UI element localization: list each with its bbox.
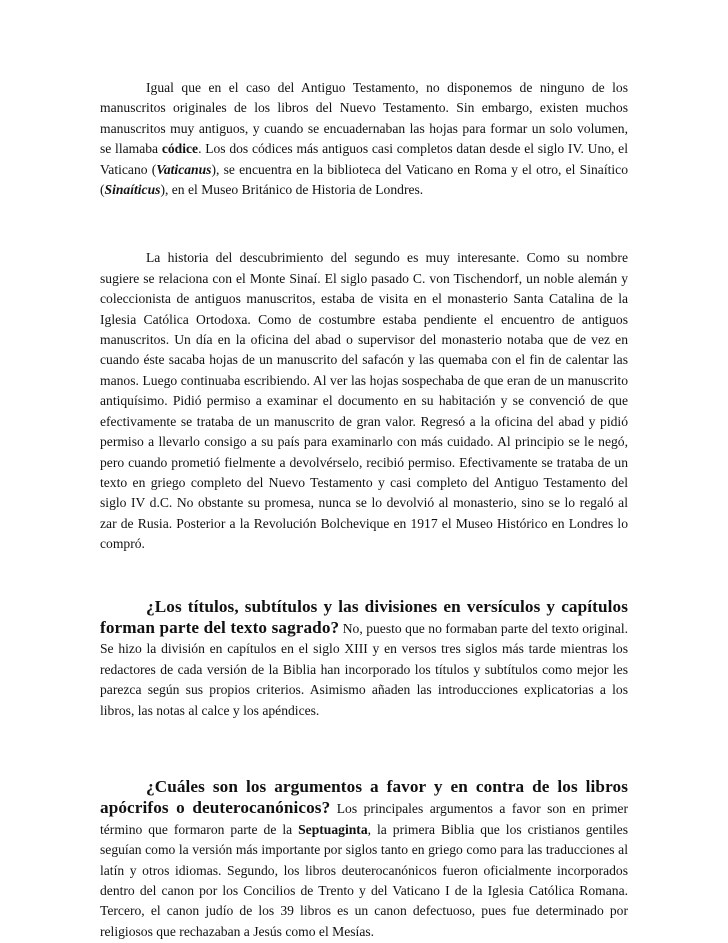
paragraph-titles-divisions [100, 597, 628, 721]
question-heading-titles: ¿Los títulos, subtítulos y las divisiones en versículos y capítulos forman parte del texto sagrado? [100, 596, 628, 637]
term-vaticanus: Vaticanus [156, 161, 212, 177]
paragraph-text: . Los dos códices más antiguos casi completos datan desde el siglo IV. Uno, el Vaticano ( [100, 141, 628, 177]
paragraph-text: No, puesto que no formaban parte del texto original. Se hizo la división en capítulos en el siglo XIII y en versos tres siglos más tarde mientras los redactores de cada versión de la Biblia han incorporado los títulos y subtítulos como mejor les parezca según sus propios criterios. Asimismo añaden las introducciones explicatorias a los libros, las notas al calce y los apéndices. [100, 620, 628, 718]
paragraph-text: , la primera Biblia que los cristianos gentiles seguían como la versión más importante por siglos tanto en griego como para las traducciones al latín y otros idiomas. Segundo, los libros deuterocanónicos fueron oficialmente incorporados dentro del canon por los Concilios de Trento y del Vaticano I de la Iglesia Católica Romana. Tercero, el canon judío de los 39 libros es un canon defectuoso, pues fue determinado por religiosos que rechazaban a Jesús como el Mesías. [100, 821, 628, 939]
paragraph-codices [100, 78, 628, 200]
term-sinaiticus: Sinaíticus [104, 182, 161, 198]
paragraph-text: ), en el Museo Británico de Historia de Londres. [160, 182, 424, 198]
paragraph-apocrypha [100, 777, 628, 942]
term-septuaginta: Septuaginta [298, 821, 368, 837]
paragraph-text: Los principales argumentos a favor son en primer término que formaron parte de la [100, 801, 628, 837]
question-heading-apocrypha: ¿Cuáles son los argumentos a favor y en contra de los libros apócrifos o deuterocanónicos? [100, 776, 628, 818]
document-page [100, 78, 628, 942]
paragraph-text: Igual que en el caso del Antiguo Testamento, no disponemos de ninguno de los manuscritos originales de los libros del Nuevo Testamento. Sin embargo, existen muchos manuscritos muy antiguos, y cuando se encuadernaban las hojas para formar un solo volumen, se llamaba [100, 80, 628, 157]
paragraph-discovery-story: La historia del descubrimiento del segundo es muy interesante. Como su nombre sugiere se relaciona con el Monte Sinaí. El siglo pasado C. von Tischendorf, un noble alemán y coleccionista de antiguos manuscritos, estaba de visita en el monasterio Santa Catalina de la Iglesia Católica Ortodoxa. Como de costumbre estaba pendiente el encuentro de antiguos manuscritos. Un día en la oficina del abad o supervisor del monasterio notaba que de vez en cuando éste sacaba hojas de un manuscrito del safacón y las quemaba con el fin de calentar las manos. Luego continuaba escribiendo. Al ver las hojas sospechaba de que eran de un manuscrito antiquísimo. Pidió permiso a examinar el documento en su habitación y se convenció de que efectivamente se trataba de un manuscrito de gran valor. Regresó a la oficina del abad y pidió permiso a llevarlo consigo a su país para examinarlo con más cuidado. Al principio se le negó, pero cuando prometió fielmente a devolvérselo, recibió permiso. Efectivamente se trataba de un texto en griego completo del Nuevo Testamento y casi completo del Antiguo Testamento del siglo IV d.C. No obstante su promesa, nunca se lo devolvió al monasterio, sino se lo regaló al zar de Rusia. Posterior a la Revolución Bolchevique en 1917 el Museo Histórico en Londres lo compró. [100, 250, 628, 552]
paragraph-text: ), se encuentra en la biblioteca del Vaticano en Roma y el otro, el Sinaítico ( [100, 161, 628, 198]
term-codice: códice [161, 141, 199, 157]
